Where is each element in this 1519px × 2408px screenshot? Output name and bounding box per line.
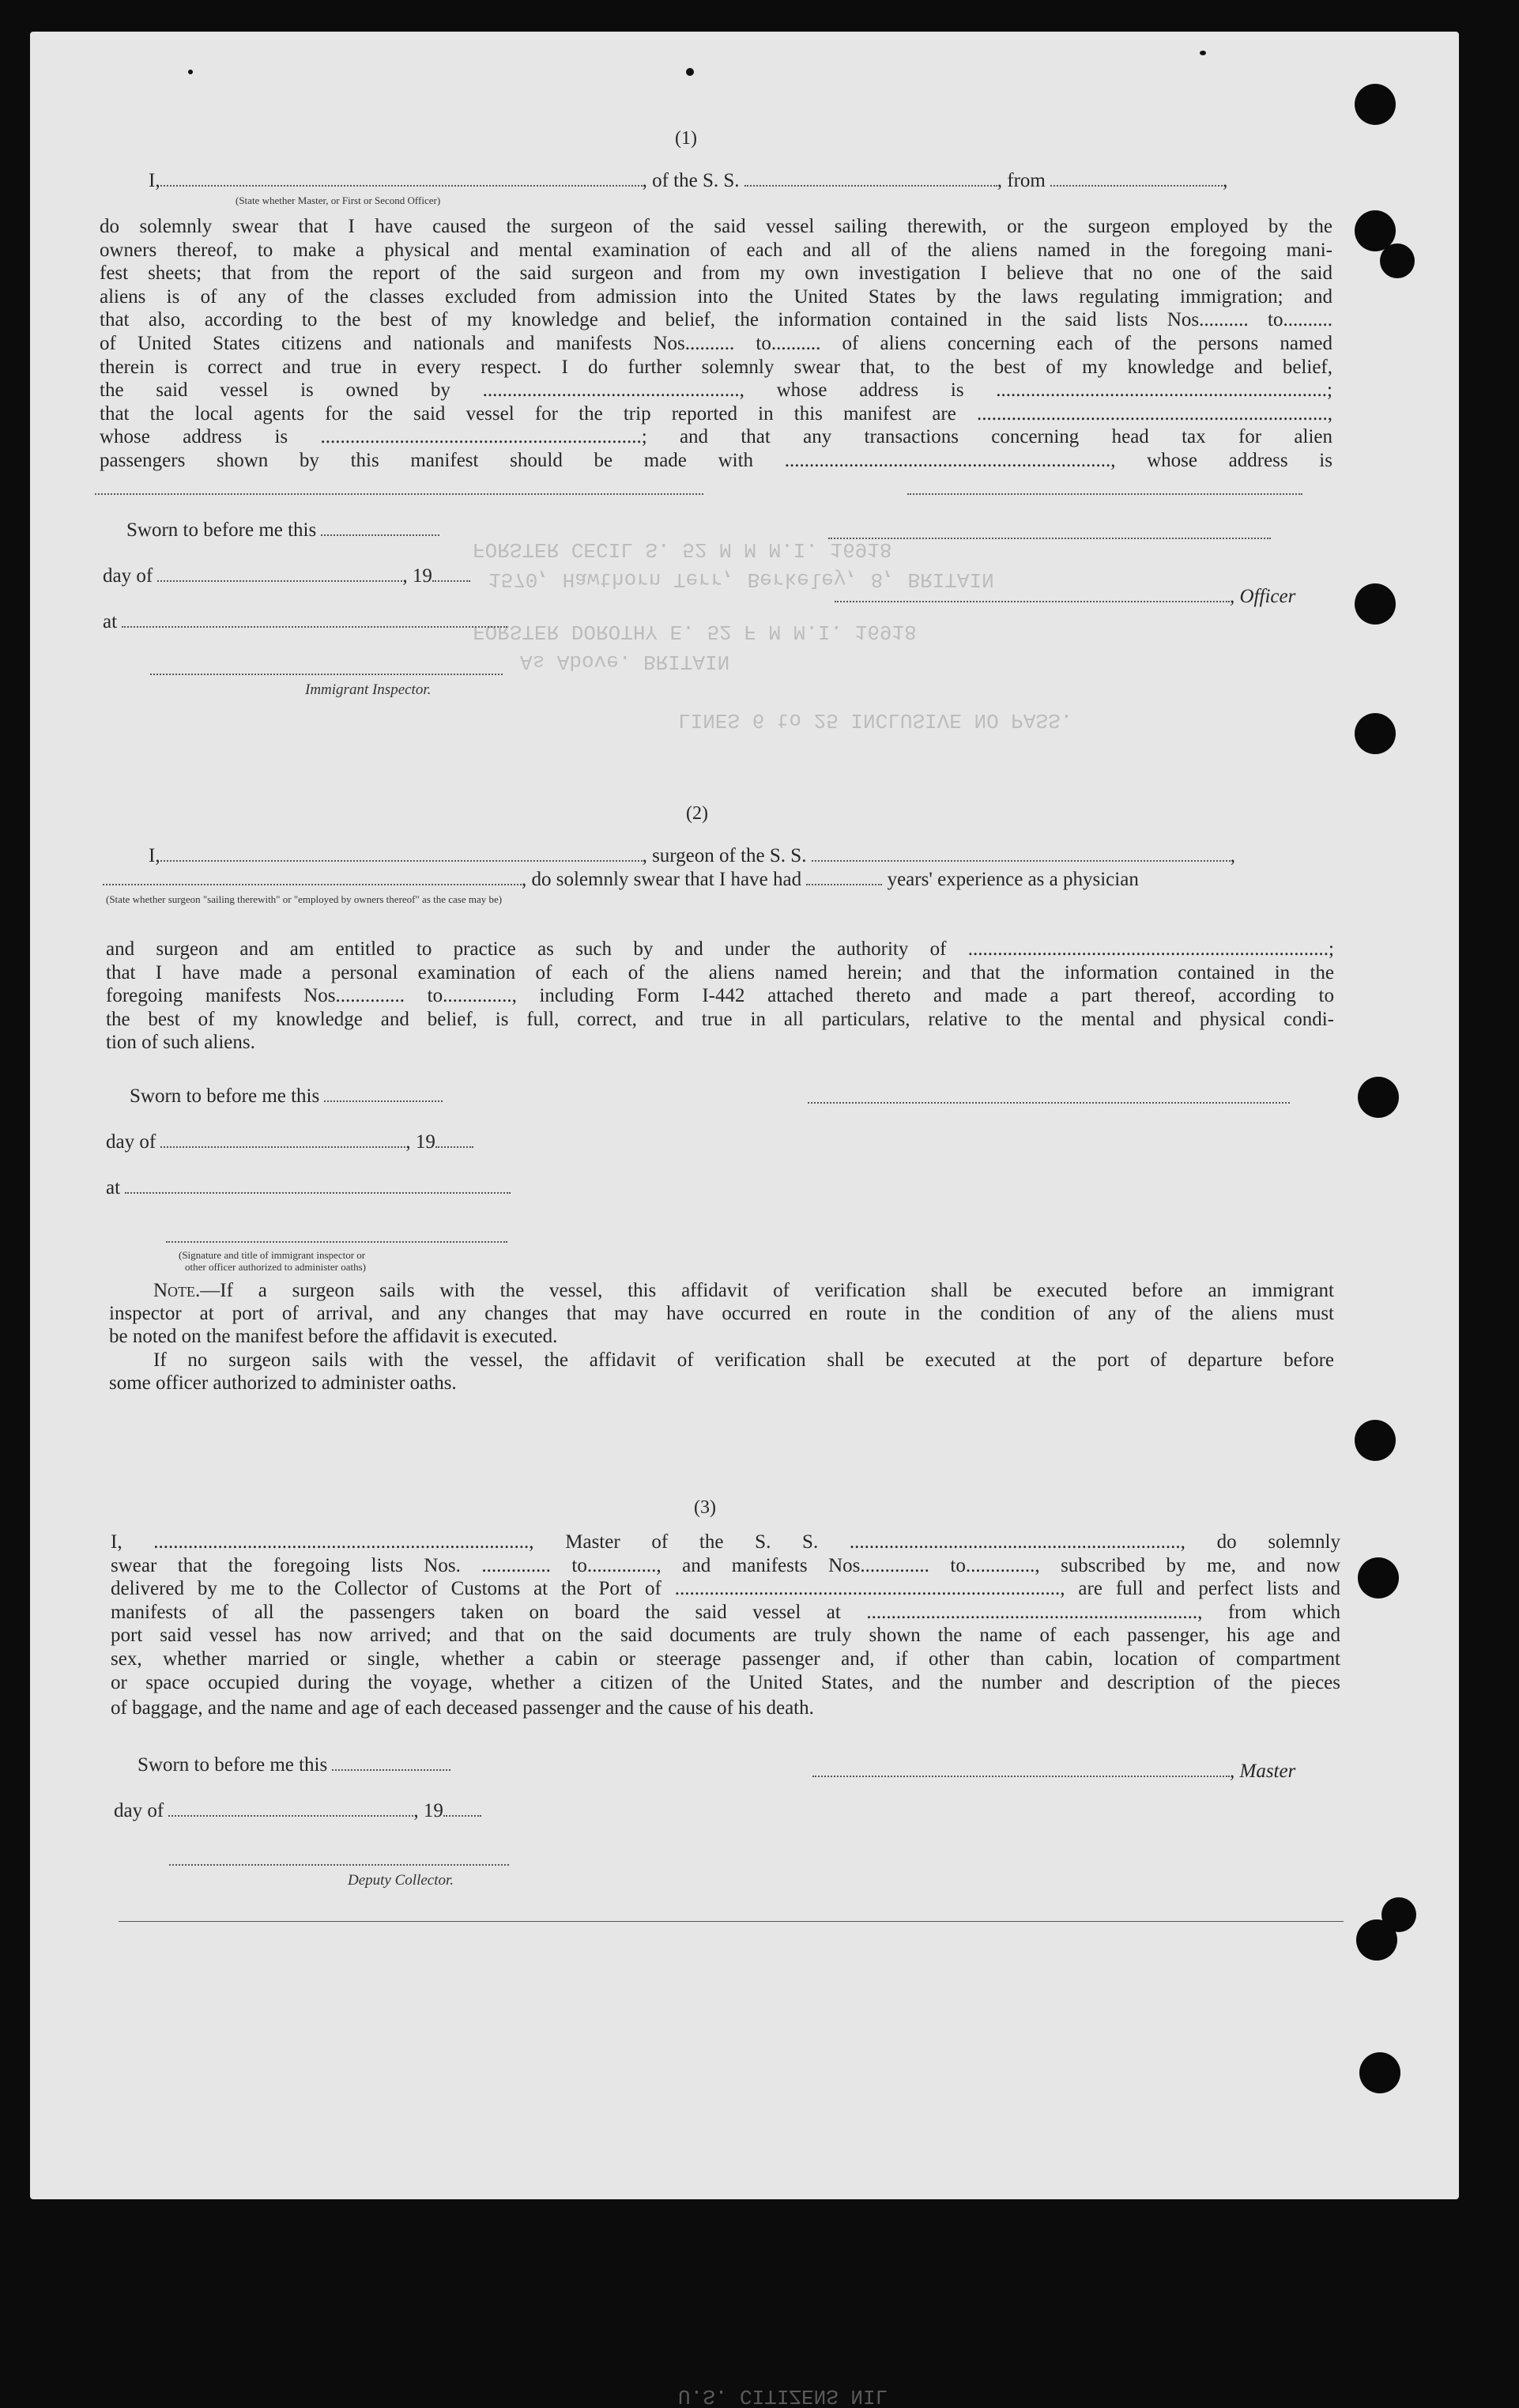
note-line-2: inspector at port of arrival, and any changes that may have occurred en route in the condition of any of the aliens must xyxy=(109,1303,1334,1324)
ink-speck xyxy=(188,70,193,74)
binder-hole xyxy=(1381,1897,1416,1932)
s2-day-of: day of , 19 xyxy=(106,1130,473,1154)
s3-day-field[interactable] xyxy=(168,1799,413,1817)
section-1-header-line: I, , of the S. S. , from , xyxy=(149,170,1228,191)
s1-sworn-date-field[interactable] xyxy=(321,519,439,536)
s3-deputy-label: Deputy Collector. xyxy=(348,1872,454,1889)
s1-officer-field[interactable] xyxy=(835,585,1230,602)
body-line: therein is correct and true in every respect. I do further solemnly swear that, to the best of my knowledge and belief, xyxy=(100,356,1332,378)
ink-speck xyxy=(686,68,694,76)
body-line: sex, whether married or single, whether a cabin or steerage passenger and, if other than cabin, location of compartment xyxy=(111,1648,1340,1670)
s1-day-field[interactable] xyxy=(157,564,402,582)
s2-ship-field[interactable] xyxy=(812,844,1231,862)
s2-sig-line[interactable] xyxy=(166,1241,507,1243)
s2-day-field[interactable] xyxy=(160,1130,405,1148)
note2-line-1: If no surgeon sails with the vessel, the affidavit of verification shall be executed at the port of departure before xyxy=(153,1349,1334,1371)
note-line-3: be noted on the manifest before the affidavit is executed. xyxy=(109,1326,558,1347)
s3-year-field[interactable] xyxy=(443,1799,481,1817)
s3-master: , Master xyxy=(812,1760,1295,1783)
body-line: swear that the foregoing lists Nos. .............. to.............., and manifests Nos.............. to.............., subscribed by me, and now xyxy=(111,1554,1340,1576)
s3-day-of: day of , 19 xyxy=(114,1799,481,1823)
master-note: (State whether Master, or First or Second Officer) xyxy=(236,194,441,206)
section-2-line-2: , do solemnly swear that I have had years' experience as a physician xyxy=(103,868,1139,892)
s3-body-last: of baggage, and the name and age of each deceased passenger and the cause of his death. xyxy=(111,1697,814,1719)
address-continuation-line[interactable] xyxy=(95,493,703,495)
binder-hole xyxy=(1358,1557,1399,1598)
surgeon-type-field[interactable] xyxy=(103,868,522,885)
port-from-field[interactable] xyxy=(1050,169,1223,187)
bottom-rule xyxy=(119,1921,1344,1922)
s1-at: at xyxy=(103,610,507,634)
s1-officer: , Officer xyxy=(835,585,1295,609)
surgeon-name-field[interactable] xyxy=(160,844,643,862)
bleedthrough-text: FORSTER DOROTHY E. 52 F M M.I. 16918 xyxy=(473,620,917,644)
surgeon-note: (State whether surgeon "sailing therewith" or "employed by owners thereof" as the case may be) xyxy=(106,893,503,905)
ink-speck xyxy=(1200,51,1206,55)
s3-deputy-sig-line[interactable] xyxy=(169,1864,509,1866)
s3-master-sig-field[interactable] xyxy=(812,1760,1230,1777)
body-line: that the local agents for the said vessel for the trip reported in this manifest are ......................................................................., xyxy=(100,402,1332,425)
binder-hole xyxy=(1355,583,1396,625)
bleedthrough-text: U.S. CITIZENS NIL xyxy=(678,2384,888,2408)
s1-day-of: day of , 19 xyxy=(103,564,470,588)
s2-sig-note-1: (Signature and title of immigrant inspector or xyxy=(179,1249,366,1261)
bleedthrough-text: 1570, Hawthorn Terr, Berkeley, 8, BRITAIN xyxy=(488,568,994,591)
binder-hole xyxy=(1359,2052,1400,2093)
s2-sworn-date-field[interactable] xyxy=(324,1085,443,1102)
s1-inspector-sig-line[interactable] xyxy=(150,674,503,675)
body-line: or space occupied during the voyage, whether a citizen of the United States, and the number and description of the pieces xyxy=(111,1671,1340,1693)
body-line: and surgeon and am entitled to practice as such by and under the authority of .........................................................................; xyxy=(106,938,1334,960)
body-line: aliens is of any of the classes excluded from admission into the United States by the laws regulating immigration; and xyxy=(100,285,1332,308)
s1-sworn: Sworn to before me this xyxy=(126,519,439,542)
s2-year-field[interactable] xyxy=(435,1130,473,1148)
s2-sig-line-right[interactable] xyxy=(808,1102,1290,1104)
body-line: that I have made a personal examination of each of the aliens named herein; and that the information contained in the xyxy=(106,961,1334,983)
years-experience-field[interactable] xyxy=(806,868,882,885)
note-line-1: Note.—If a surgeon sails with the vessel, this affidavit of verification shall be executed before an immigrant xyxy=(153,1280,1334,1301)
s3-sworn-date-field[interactable] xyxy=(332,1753,450,1771)
s2-at: at xyxy=(106,1176,511,1200)
s2-at-field[interactable] xyxy=(125,1176,511,1194)
s2-sig-note-2: other officer authorized to administer oaths) xyxy=(185,1261,366,1273)
binder-hole xyxy=(1355,713,1396,754)
section-1-number: (1) xyxy=(675,128,697,149)
binder-hole xyxy=(1380,243,1415,278)
body-line: I, ............................................................................, Master of the S. S. ..................................................................., do solemnly xyxy=(111,1531,1340,1553)
note2-line-2: some officer authorized to administer oaths. xyxy=(109,1372,457,1394)
body-line: that also, according to the best of my knowledge and belief, the information contained in the said lists Nos.......... to.......... xyxy=(100,309,1332,331)
s1-inspector-label: Immigrant Inspector. xyxy=(305,681,432,698)
body-line: owners thereof, to make a physical and mental examination of each and all of the aliens named in the foregoing mani- xyxy=(100,239,1332,261)
binder-hole xyxy=(1355,84,1396,125)
agent-address-line[interactable] xyxy=(907,493,1302,495)
body-line: whose address is .................................................................; and that any transactions concerning head tax for alien xyxy=(100,426,1332,448)
manifest-back-page xyxy=(30,32,1459,2408)
bleedthrough-text: LINES 6 to 25 INCLUSIVE NO PASS. xyxy=(678,708,1073,732)
body-line: the best of my knowledge and belief, is full, correct, and true in all particulars, relative to the mental and physical condi- xyxy=(106,1008,1334,1030)
s1-sig-line-right[interactable] xyxy=(828,538,1271,539)
section-2-line-1: I, , surgeon of the S. S. , xyxy=(149,845,1235,866)
s2-body-last: tion of such aliens. xyxy=(106,1032,255,1053)
body-line: port said vessel has now arrived; and that on the said documents are truly shown the name of each passenger, his age and xyxy=(111,1625,1340,1647)
s2-sworn: Sworn to before me this xyxy=(130,1085,443,1108)
s1-at-field[interactable] xyxy=(122,610,507,628)
bleedthrough-text: FORSTER CECIL S. 52 M M M.I. 16918 xyxy=(473,538,892,561)
bleedthrough-text: As Above. BRITAIN xyxy=(520,650,730,674)
section-3-number: (3) xyxy=(694,1497,716,1518)
ship-name-field[interactable] xyxy=(744,169,997,187)
s1-year-field[interactable] xyxy=(432,564,470,582)
body-line: passengers shown by this manifest should be made with .................................................................., whose address is xyxy=(100,450,1332,471)
body-line: fest sheets; that from the report of the said surgeon and from my own investigation I believe that no one of the said xyxy=(100,262,1332,285)
body-line: foregoing manifests Nos.............. to.............., including Form I-442 attached thereto and made a part thereof, according to xyxy=(106,985,1334,1007)
body-line: do solemnly swear that I have caused the surgeon of the said vessel sailing therewith, or the surgeon employed by the xyxy=(100,216,1332,237)
section-2-number: (2) xyxy=(686,803,708,824)
binder-hole xyxy=(1355,1420,1396,1461)
binder-hole xyxy=(1358,1077,1399,1118)
body-line: delivered by me to the Collector of Customs at the Port of .............................................................................., are full and perfect lists and xyxy=(111,1578,1340,1600)
body-line: of United States citizens and nationals and manifests Nos.......... to.......... of aliens concerning each of the persons named xyxy=(100,333,1332,354)
body-line: manifests of all the passengers taken on board the said vessel at ..................................................................., from which xyxy=(111,1601,1340,1623)
body-line: the said vessel is owned by ...................................................., whose address is ...................................................................; xyxy=(100,379,1332,402)
s3-sworn: Sworn to before me this xyxy=(138,1753,450,1777)
master-name-field[interactable] xyxy=(160,169,643,187)
